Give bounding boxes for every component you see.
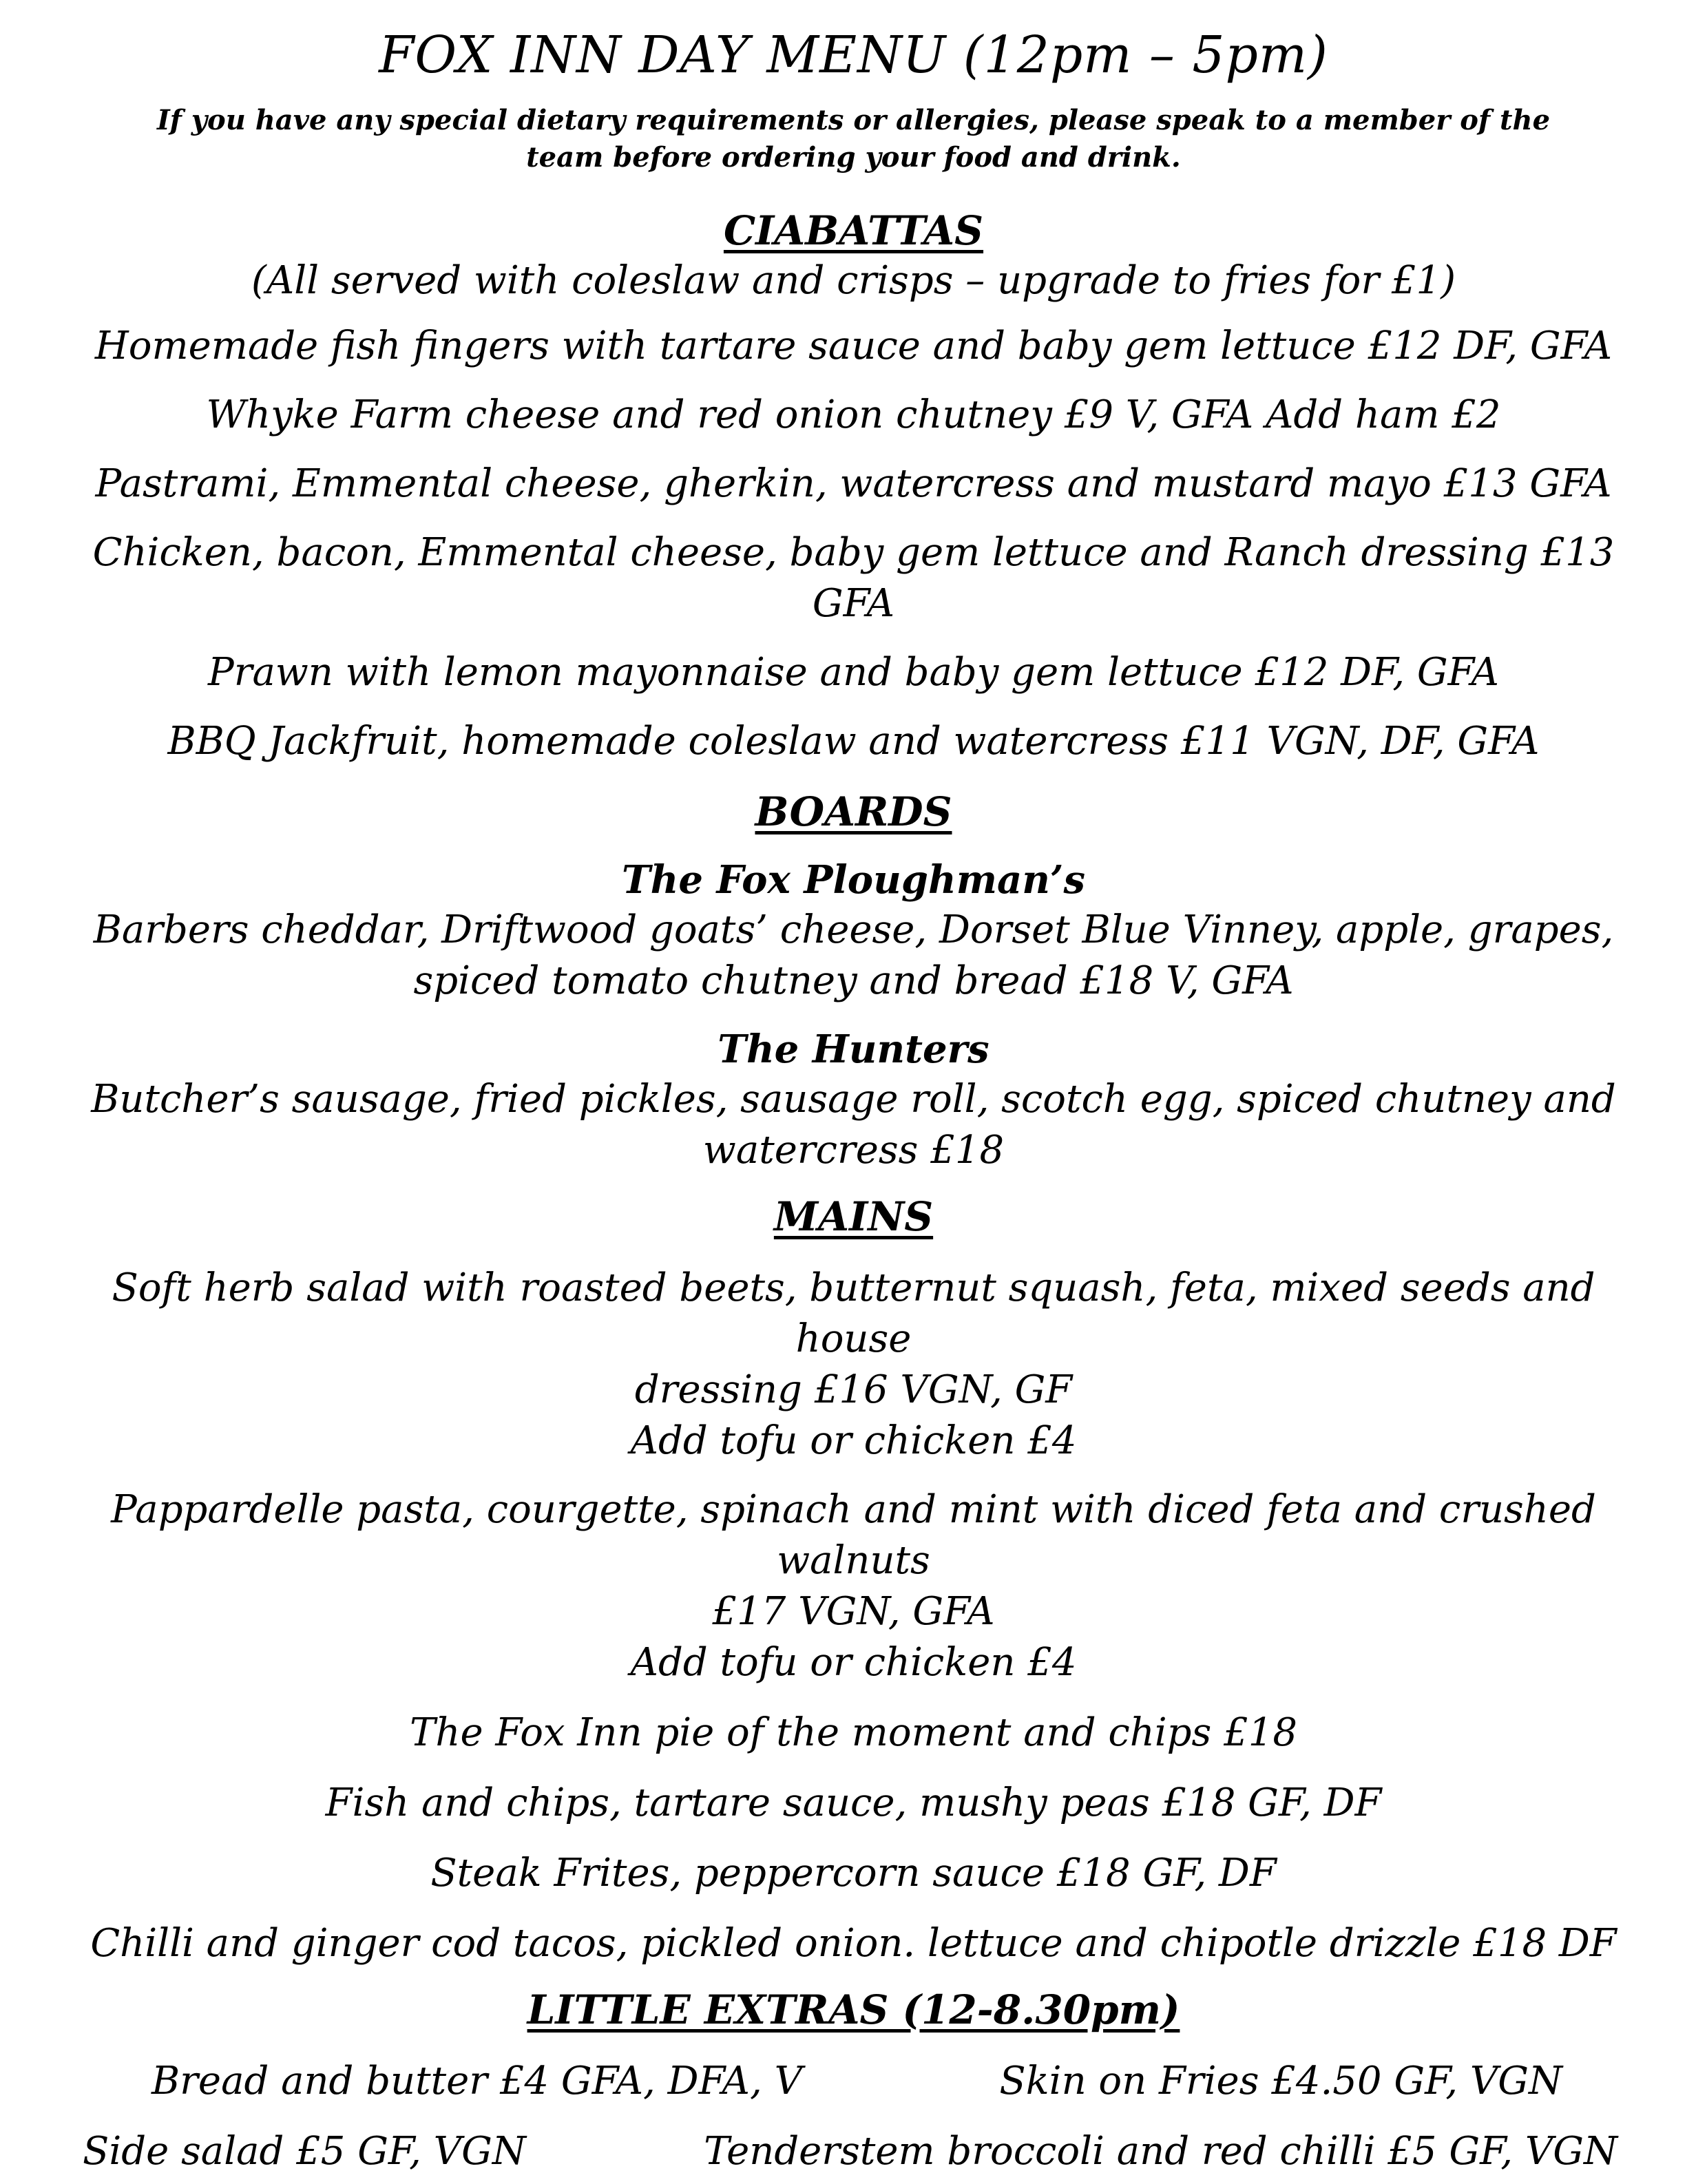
main-item-pasta — [48, 1484, 1659, 1688]
extra-item-side-salad: Side salad £5 GF, VGN — [83, 2129, 526, 2174]
ciabattas-note: (All served with coleslaw and crisps – upgrade to fries for £1) — [251, 258, 1456, 303]
menu-title: FOX INN DAY MENU (12pm – 5pm) — [379, 25, 1328, 85]
mains-section — [48, 1191, 1659, 1969]
ciabatta-item-prawn: Prawn with lemon mayonnaise and baby gem lettuce £12 DF, GFA — [208, 650, 1499, 695]
main-item-fish-chips: Fish and chips, tartare sauce, mushy peas £18 GF, DF — [325, 1781, 1382, 1825]
board-desc-line: spiced tomato chutney and bread £18 V, GFA — [413, 958, 1294, 1003]
board-name: The Hunters — [718, 1027, 989, 1072]
boards-section — [48, 786, 1659, 1176]
ciabattas-section — [48, 205, 1659, 767]
board-hunters — [48, 1025, 1659, 1176]
board-desc-line: watercress £18 — [702, 1128, 1005, 1173]
extras-row — [48, 2056, 1659, 2107]
extras-row — [48, 2126, 1659, 2177]
mains-heading: MAINS — [773, 1193, 934, 1240]
board-desc-line: Barbers cheddar, Driftwood goats’ cheese, Dorset Blue Vinney, apple, grapes, — [93, 907, 1614, 952]
main-desc-line: Soft herb salad with roasted beets, butternut squash, feta, mixed seeds and house — [112, 1266, 1595, 1361]
ciabattas-heading: CIABATTAS — [723, 207, 984, 254]
main-item-steak: Steak Frites, peppercorn sauce £18 GF, DF — [430, 1851, 1277, 1896]
ciabatta-item-fish-fingers: Homemade fish fingers with tartare sauce and baby gem lettuce £12 DF, GFA — [94, 324, 1613, 368]
main-item-pie: The Fox Inn pie of the moment and chips £18 — [410, 1710, 1297, 1755]
main-addon: Add tofu or chicken £4 — [630, 1640, 1077, 1685]
main-desc-line: Pappardelle pasta, courgette, spinach and mint with diced feta and crushed walnuts — [111, 1487, 1596, 1583]
main-desc-line: £17 VGN, GFA — [712, 1589, 995, 1634]
ciabatta-item-chicken: Chicken, bacon, Emmental cheese, baby gem lettuce and Ranch dressing £13 GFA — [92, 530, 1615, 626]
ciabatta-item-pastrami: Pastrami, Emmental cheese, gherkin, watercress and mustard mayo £13 GFA — [95, 461, 1612, 506]
extra-item-broccoli: Tenderstem broccoli and red chilli £5 GF, VGN — [704, 2129, 1617, 2174]
main-addon: Add tofu or chicken £4 — [630, 1418, 1077, 1463]
board-ploughmans — [48, 855, 1659, 1007]
allergy-notice: If you have any special dietary requirements or allergies, please speak to a member of the team before ordering your food and drink. — [156, 104, 1551, 174]
ciabatta-item-cheese: Whyke Farm cheese and red onion chutney £9 V, GFA Add ham £2 — [206, 392, 1501, 437]
main-desc-line: dressing £16 VGN, GF — [634, 1367, 1073, 1412]
board-desc-line: Butcher’s sausage, fried pickles, sausage roll, scotch egg, spiced chutney and — [91, 1077, 1616, 1122]
board-name: The Fox Ploughman’s — [621, 857, 1086, 903]
boards-heading: BOARDS — [755, 788, 952, 835]
main-item-tacos: Chilli and ginger cod tacos, pickled onion. lettuce and chipotle drizzle £18 DF — [90, 1921, 1617, 1966]
ciabatta-item-jackfruit: BBQ Jackfruit, homemade coleslaw and watercress £11 VGN, DF, GFA — [167, 719, 1540, 764]
extra-item-fries: Skin on Fries £4.50 GF, VGN — [999, 2059, 1562, 2103]
main-item-salad — [48, 1263, 1659, 1467]
extras-section — [48, 1984, 1659, 2177]
extras-heading: LITTLE EXTRAS (12-8.30pm) — [527, 1986, 1180, 2033]
extra-item-bread: Bread and butter £4 GFA, DFA, V — [151, 2059, 803, 2103]
